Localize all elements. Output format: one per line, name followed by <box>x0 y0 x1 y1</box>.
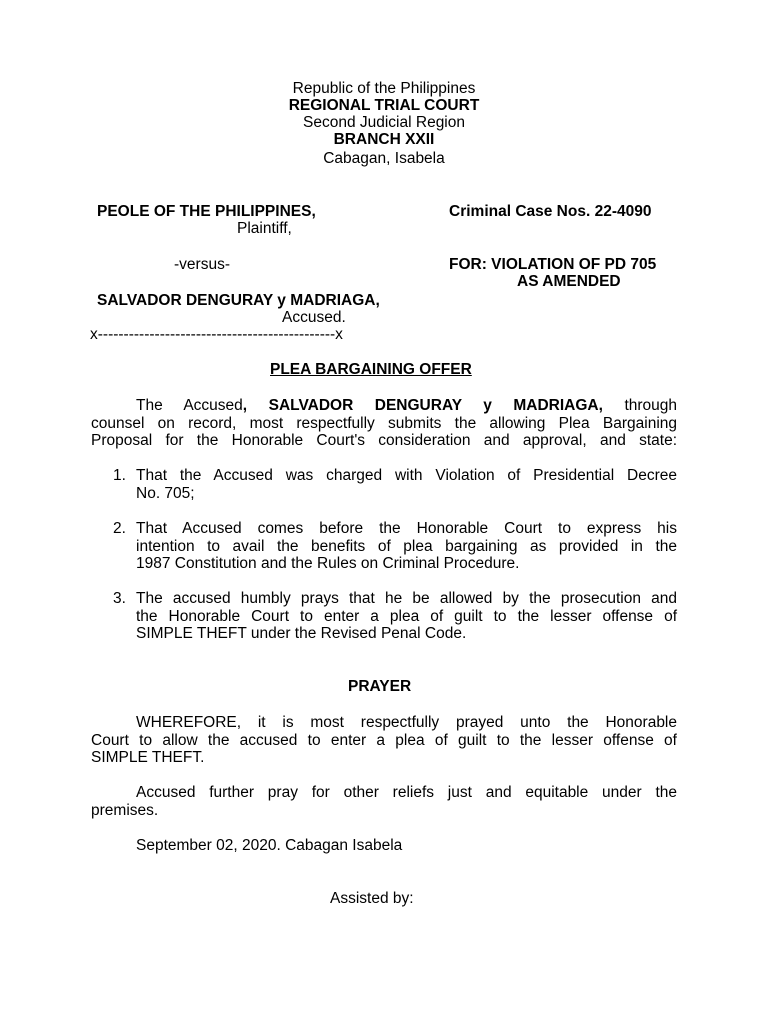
accused-name: SALVADOR DENGURAY y MADRIAGA, <box>97 292 380 309</box>
item-2-number: 2. <box>113 520 126 537</box>
case-number: Criminal Case Nos. 22-4090 <box>449 203 652 220</box>
plaintiff-name: PEOLE OF THE PHILIPPINES, <box>97 203 316 220</box>
item-line: SIMPLE THEFT under the Revised Penal Code. <box>136 625 467 642</box>
region-line: Second Judicial Region <box>303 114 465 131</box>
date-line: September 02, 2020. Cabagan Isabela <box>136 837 403 854</box>
versus-label: -versus- <box>174 256 230 273</box>
item-2-text <box>136 520 677 573</box>
caption-separator: x----------------------------------------------x <box>90 326 343 343</box>
item-line: The accused humbly prays that he be allowed by the prosecution and <box>136 590 677 607</box>
document-title: PLEA BARGAINING OFFER <box>270 361 472 378</box>
prayer-line: premises. <box>91 801 159 819</box>
accused-role: Accused. <box>282 309 346 326</box>
city-line: Cabagan, Isabela <box>323 150 445 167</box>
item-3-text <box>136 590 677 643</box>
intro-accused-name: SALVADOR DENGURAY y MADRIAGA, <box>268 397 603 414</box>
prayer-line: WHEREFORE, it is most respectfully prayed unto the Honorable <box>136 714 677 731</box>
item-line: the Honorable Court to enter a plea of guilt to the lesser offense of <box>136 607 677 625</box>
intro-line-2: counsel on record, most respectfully submits the allowing Plea Bargaining <box>91 414 677 432</box>
item-line: No. 705; <box>136 484 195 502</box>
court-name: REGIONAL TRIAL COURT <box>288 97 480 114</box>
item-1-number: 1. <box>113 467 126 484</box>
offense-line-1: FOR: VIOLATION OF PD 705 <box>449 256 657 273</box>
branch-line: BRANCH XXII <box>333 131 435 148</box>
prayer-line: Accused further pray for other reliefs just and equitable under the <box>136 784 677 801</box>
prayer-line: Court to allow the accused to enter a plea of guilt to the lesser offense of <box>91 731 677 749</box>
republic-line: Republic of the Philippines <box>292 80 476 97</box>
intro-paragraph <box>91 397 677 450</box>
prayer-paragraph-1 <box>91 714 677 767</box>
item-line: That the Accused was charged with Violation of Presidential Decree <box>136 467 677 484</box>
intro-lead: The Accused <box>136 397 243 414</box>
prayer-heading: PRAYER <box>348 678 412 695</box>
plaintiff-role: Plaintiff, <box>237 220 292 237</box>
item-line: That Accused comes before the Honorable Court to express his <box>136 520 677 537</box>
intro-line-3: Proposal for the Honorable Court's consideration and approval, and state: <box>91 432 677 449</box>
item-1-text <box>136 467 677 502</box>
item-line: 1987 Constitution and the Rules on Criminal Procedure. <box>136 555 520 572</box>
intro-tail: through <box>624 397 678 414</box>
item-line: intention to avail the benefits of plea bargaining as provided in the <box>136 537 677 555</box>
item-3-number: 3. <box>113 590 126 607</box>
intro-comma: , <box>242 397 248 414</box>
intro-line-1 <box>91 397 677 415</box>
prayer-paragraph-2 <box>91 784 677 819</box>
prayer-line: SIMPLE THEFT. <box>91 749 205 766</box>
offense-line-2: AS AMENDED <box>517 273 621 290</box>
assisted-by-label: Assisted by: <box>330 890 414 907</box>
